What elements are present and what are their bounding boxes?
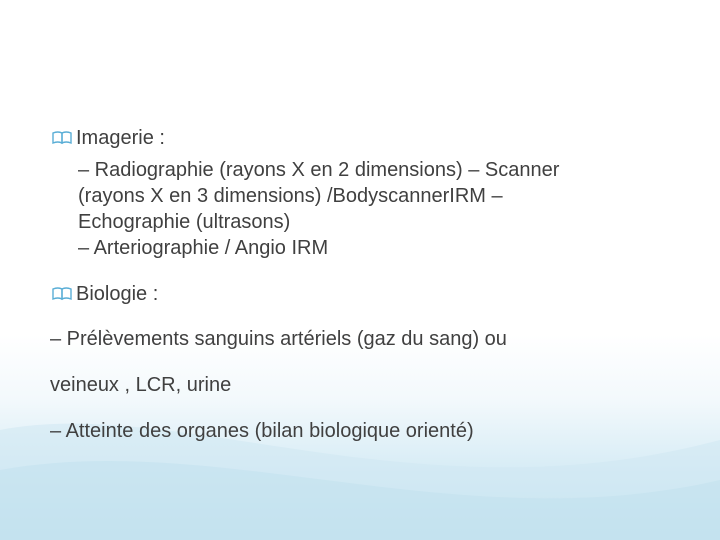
section-heading: Biologie :: [76, 283, 159, 305]
book-icon: [50, 284, 76, 304]
text-line: (rayons X en 3 dimensions) /BodyscannerIRM –: [78, 185, 503, 207]
text-line: – Prélèvements sanguins artériels (gaz du sang) ou: [50, 328, 507, 350]
text-line: – Radiographie (rayons X en 2 dimensions) – Scanner: [78, 159, 560, 181]
book-icon: [50, 128, 76, 148]
imagerie-heading: [50, 126, 165, 150]
section-heading: Imagerie :: [76, 127, 165, 149]
text-line: veineux , LCR, urine: [50, 374, 232, 396]
text-line: – Atteinte des organes (bilan biologique orienté): [50, 420, 474, 442]
text-line: – Arteriographie / Angio IRM: [78, 237, 329, 259]
text-line: Echographie (ultrasons): [78, 211, 291, 233]
biologie-heading: [50, 282, 158, 306]
